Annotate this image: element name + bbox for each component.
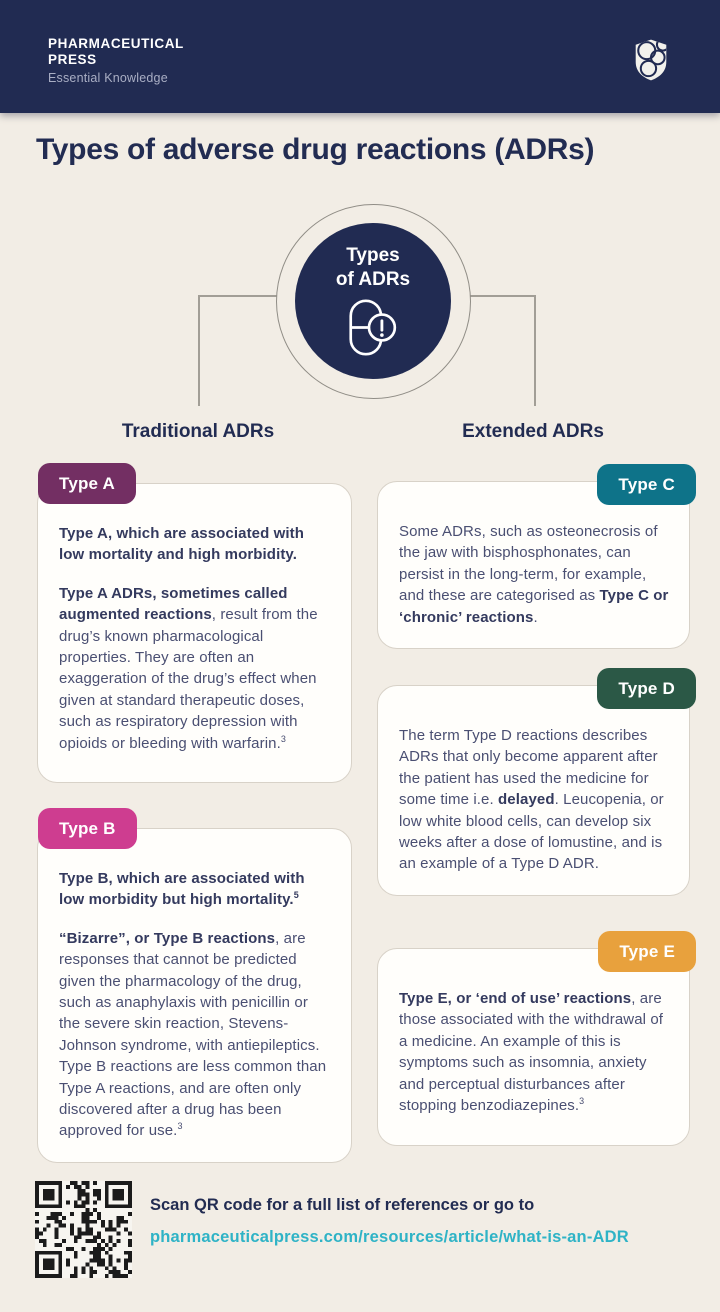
brand-tagline: Essential Knowledge xyxy=(48,70,168,85)
card-type-c xyxy=(377,474,690,649)
badge-type-b: Type B xyxy=(38,808,137,849)
header-bar xyxy=(0,0,720,113)
pharmaceutical-press-shield-icon xyxy=(634,37,668,83)
card-type-e-body: Type E, or ‘end of use’ reactions, are those associated with the withdrawal of a medicine. An example of this is symptoms such as insomnia, anxiety and perceptual disturbances after stopping benzodiazepines.$^3$ xyxy=(399,990,664,1115)
brand-line1: PHARMACEUTICAL xyxy=(48,36,184,51)
card-type-a-intro: Type A, which are associated with low mortality and high morbidity. xyxy=(59,525,305,564)
card-type-d xyxy=(377,678,690,896)
card-type-b-body: “Bizarre”, or Type B reactions, are responses that cannot be predicted given the pharmacology of the drug, such as anaphylaxis with penicillin or the severe skin reaction, Stevens-Johnson syndrome, with antiepileptics. Type B reactions are less common than Type A reactions, and are often only discovered after a drug has been approved for use.$^3$ xyxy=(59,929,327,1140)
card-type-b xyxy=(37,818,352,1163)
card-type-a-body: Type A ADRs, sometimes called augmented reactions, result from the drug’s known pharmacological properties. They are often an exaggeration of the drug’s effect when given at standard therapeutic doses, such as respiratory depression with opioids or bleeding with warfarin.$^3$ xyxy=(59,584,318,752)
footer-link[interactable]: pharmaceuticalpress.com/resources/article/what-is-an-ADR xyxy=(150,1228,629,1246)
connector-left-horizontal xyxy=(198,295,277,297)
badge-type-d: Type D xyxy=(597,668,696,709)
hub-label-line2: of ADRs xyxy=(335,268,411,290)
branch-label-extended: Extended ADRs xyxy=(462,421,604,442)
card-type-b-intro: Type B, which are associated with low morbidity but high mortality.$^5$ xyxy=(59,870,305,909)
card-type-c-body: Some ADRs, such as osteonecrosis of the jaw with bisphosphonates, can persist in the long-term, for example, and these are categorised as Type C or ‘chronic’ reactions. xyxy=(399,523,669,626)
qr-code xyxy=(35,1181,132,1278)
pill-alert-icon xyxy=(348,299,398,361)
card-type-e xyxy=(377,941,690,1146)
hub-ring xyxy=(276,204,471,399)
badge-type-a: Type A xyxy=(38,463,136,504)
footer-text xyxy=(150,1181,629,1278)
connector-right-vertical xyxy=(534,295,536,406)
page-title: Types of adverse drug reactions (ADRs) xyxy=(36,133,595,166)
connector-right-horizontal xyxy=(470,295,535,297)
connector-left-vertical xyxy=(198,295,200,406)
badge-type-c: Type C xyxy=(597,464,696,505)
hub-label-line1: Types xyxy=(346,245,400,266)
card-type-d-body: The term Type D reactions describes ADRs that only become apparent after the patient has used the medicine for some time i.e. delayed. Leucopenia, or low white blood cells, can develop six weeks after a dose of lomustine, and is an example of a Type D ADR. xyxy=(399,727,664,873)
card-type-a xyxy=(37,473,352,783)
branch-label-traditional: Traditional ADRs xyxy=(121,421,275,442)
footer-instruction: Scan QR code for a full list of references or go to xyxy=(150,1196,535,1214)
badge-type-e: Type E xyxy=(598,931,696,972)
footer xyxy=(35,1181,629,1278)
hub-circle xyxy=(295,223,451,379)
brand-line2: PRESS xyxy=(48,51,97,67)
brand-logo xyxy=(48,36,184,85)
